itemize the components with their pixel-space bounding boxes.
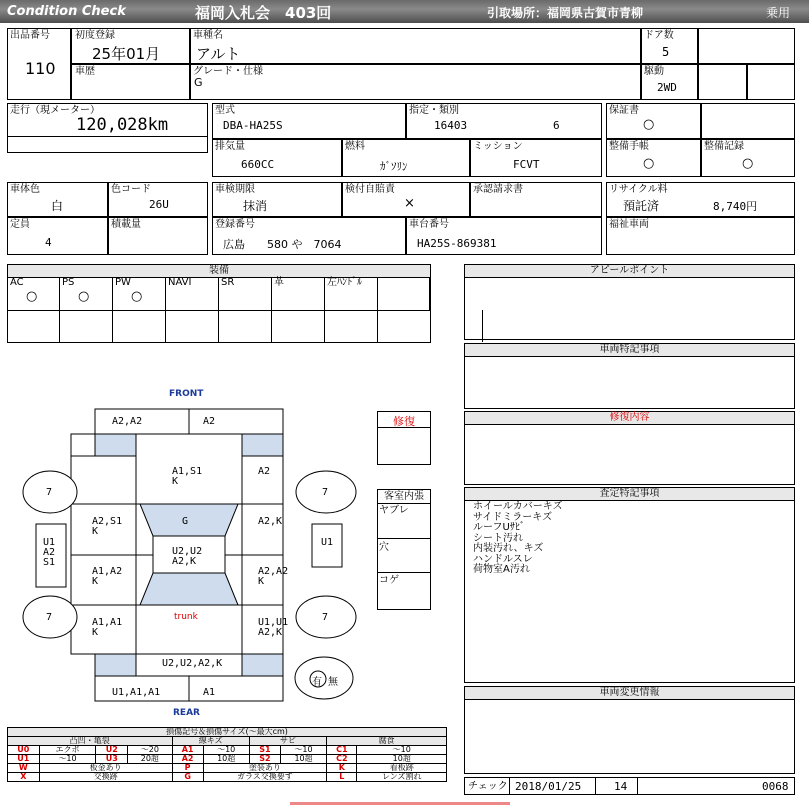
capacity-box xyxy=(7,217,108,255)
dmg-front-bumper-right: A2 xyxy=(203,416,216,427)
equipment-blank-cell xyxy=(378,277,430,310)
legend-cell: 10超 xyxy=(357,755,447,764)
equipment-label: PS xyxy=(62,277,75,288)
legend-cell: 〜20 xyxy=(128,746,173,755)
legend-cell: S1 xyxy=(249,746,280,755)
legend-cell: U2 xyxy=(96,746,128,755)
repair-content-title: 修復内容 xyxy=(465,412,794,425)
interior-div-1 xyxy=(378,538,430,539)
tire-rear-left: 7 xyxy=(46,612,53,623)
history-label: 車歴 xyxy=(75,66,95,77)
dmg-rear-lower: U2,U2,A2,K xyxy=(162,658,223,669)
mission-value: FCVT xyxy=(513,158,540,171)
repair-box xyxy=(377,411,431,465)
assessment-line: ホイールカバーキズ xyxy=(473,501,563,512)
assessment-panel xyxy=(464,487,795,683)
check-bar xyxy=(464,777,795,795)
plate-value: 広島 580 や 7064 xyxy=(223,238,342,251)
legend-group-dent: 凸凹・亀裂 xyxy=(8,737,173,746)
legend-cell: ガラス交換要す xyxy=(203,773,327,782)
dmg-roof: G xyxy=(182,516,189,527)
legend-cell: 塗装あり xyxy=(203,764,327,773)
lot-label: 出品番号 xyxy=(10,30,50,41)
dmg-front-door-left: A2,S1 K xyxy=(92,516,123,537)
check-date: 2018/01/25 xyxy=(515,780,582,793)
equipment-label: AC xyxy=(10,277,24,288)
fuel-label: 燃料 xyxy=(345,141,365,152)
interior-row-hole: 穴 xyxy=(379,542,389,553)
legend-cell: 〜10 xyxy=(203,746,249,755)
doors-label: ドア数 xyxy=(644,30,674,41)
spare-yes: 有 xyxy=(312,677,322,688)
legend-cell: C1 xyxy=(327,746,357,755)
legend-cell: G xyxy=(172,773,203,782)
legend-cell: 10超 xyxy=(203,755,249,764)
equipment-value: ○ xyxy=(131,289,143,304)
assessment-line: サイドミラーキズ xyxy=(473,511,553,523)
chassis-box xyxy=(406,217,602,255)
dmg-rear-door-left: A1,A2 K xyxy=(92,566,123,587)
capacity-label: 定員 xyxy=(10,219,30,230)
check-sep-1 xyxy=(509,778,510,794)
equipment-lower-divider xyxy=(112,310,113,342)
equipment-value: ○ xyxy=(78,289,90,304)
lot-box xyxy=(7,28,71,100)
appeal-panel xyxy=(464,264,795,340)
inspection-label: 車検期限 xyxy=(215,184,255,195)
legend-cell: S2 xyxy=(249,755,280,764)
equipment-lower-divider xyxy=(271,310,272,342)
equipment-lower-divider xyxy=(377,310,378,342)
legend-cell: エクボ xyxy=(39,746,96,755)
interior-box xyxy=(377,489,431,610)
assessment-title: 査定特記事項 xyxy=(465,488,794,501)
dmg-center: U2,U2 A2,K xyxy=(172,546,203,567)
color-code-value: 26U xyxy=(149,198,169,211)
color-label: 車体色 xyxy=(10,184,40,195)
color-box xyxy=(7,182,108,217)
legend-cell: A1 xyxy=(172,746,203,755)
category: 乗用 xyxy=(766,6,791,20)
insurance-value: × xyxy=(404,196,415,211)
equipment-label: NAVI xyxy=(168,277,192,288)
legend-cell: X xyxy=(8,773,40,782)
equipment-title: 装備 xyxy=(8,265,430,278)
assessment-line: 荷物室A汚れ xyxy=(473,564,530,575)
legend-cell: 看板跡 xyxy=(357,764,447,773)
grade-box xyxy=(190,64,641,100)
plate-label: 登録番号 xyxy=(215,219,255,230)
blank-box-4 xyxy=(701,103,795,139)
interior-div-2 xyxy=(378,572,430,573)
equipment-label: PW xyxy=(115,277,131,288)
equipment-navi-cell xyxy=(166,277,219,310)
legend-cell: 〜10 xyxy=(357,746,447,755)
legend-cell: W xyxy=(8,764,40,773)
maint-record-value: ○ xyxy=(742,156,754,171)
pickup-location: 引取場所：福岡県古賀市青柳 xyxy=(487,6,644,20)
dmg-rear-bumper-left: U1,A1,A1 xyxy=(112,687,161,698)
blank-box-1 xyxy=(698,28,795,64)
dmg-rear-bumper-right: A1 xyxy=(203,687,216,698)
check-label: チェック xyxy=(468,781,508,792)
history-box xyxy=(71,64,190,100)
legend-cell: 〜10 xyxy=(280,746,326,755)
equipment-sr-cell xyxy=(219,277,272,310)
equipment-ac-cell xyxy=(8,277,60,310)
equipment-lower-divider xyxy=(59,310,60,342)
dmg-side-left: U1 A2 S1 xyxy=(43,537,56,568)
drive-value: 2WD xyxy=(657,81,677,94)
front-label: FRONT xyxy=(169,389,204,399)
chassis-value: HA25S-869381 xyxy=(417,237,497,250)
welfare-label: 福祉車両 xyxy=(609,219,649,230)
equipment-lower-divider xyxy=(218,310,219,342)
equipment-ps-cell xyxy=(60,277,113,310)
legend-cell: 板金あり xyxy=(39,764,172,773)
equipment-divider xyxy=(8,310,430,311)
welfare-box xyxy=(606,217,795,255)
header-title: Condition Check xyxy=(7,4,126,19)
repair-label: 修復 xyxy=(378,413,430,428)
displacement-label: 排気量 xyxy=(215,141,245,152)
blank-box-2 xyxy=(698,64,747,100)
damage-legend xyxy=(7,727,447,782)
dmg-rear-fender-right: U1,U1 A2,K xyxy=(258,617,289,638)
insurance-box xyxy=(342,182,470,217)
inspection-value: 抹消 xyxy=(243,199,268,213)
equipment-row xyxy=(8,277,430,310)
check-sep-2 xyxy=(595,778,596,794)
warranty-label: 保証書 xyxy=(609,105,639,116)
recycle-box xyxy=(606,182,795,217)
assessment-line: ルーフUｻﾋﾞ xyxy=(473,522,525,533)
capacity-value: 4 xyxy=(45,236,52,249)
appeal-title: アピールポイント xyxy=(465,265,794,278)
equipment--cell xyxy=(272,277,325,310)
mileage-value: 120,028km xyxy=(76,115,169,135)
interior-row-burn: コゲ xyxy=(379,575,399,586)
car-name-label: 車種名 xyxy=(193,30,223,41)
car-name: アルト xyxy=(196,45,241,63)
legend-cell: U3 xyxy=(96,755,128,764)
header-bar xyxy=(0,0,809,23)
fuel-box xyxy=(342,139,470,177)
legend-cell: C2 xyxy=(327,755,357,764)
mission-label: ミッション xyxy=(473,141,523,152)
check-sep-3 xyxy=(637,778,638,794)
drive-box xyxy=(641,64,698,100)
legend-cell: 20超 xyxy=(128,755,173,764)
dmg-hood: A1,S1 K xyxy=(172,466,203,487)
equipment-lower-divider xyxy=(165,310,166,342)
check-num2: 0068 xyxy=(762,780,789,793)
designation-box xyxy=(406,103,602,139)
maint-book-box xyxy=(606,139,701,177)
check-num1: 14 xyxy=(614,780,628,793)
mileage-divider xyxy=(8,136,207,137)
approval-label: 承認請求書 xyxy=(473,184,523,195)
model-box xyxy=(212,103,406,139)
legend-cell: 〜10 xyxy=(39,755,96,764)
legend-cell: A2 xyxy=(172,755,203,764)
recycle-label: リサイクル料 xyxy=(609,184,668,195)
model-value: DBA-HA25S xyxy=(223,119,283,132)
repair-content-panel xyxy=(464,411,795,485)
designation-label: 指定・類別 xyxy=(409,105,459,116)
equipment-label: 左ﾊﾝﾄﾞﾙ xyxy=(327,277,362,288)
trunk-label: trunk xyxy=(174,612,198,622)
tire-front-left: 7 xyxy=(46,487,53,498)
changes-title: 車両変更情報 xyxy=(465,687,794,700)
special-title: 車両特記事項 xyxy=(465,344,794,357)
lot-number: 110 xyxy=(25,59,56,78)
equipment-lower-divider xyxy=(324,310,325,342)
color-value: 白 xyxy=(51,199,64,213)
approval-box xyxy=(470,182,602,217)
equipment-label: 革 xyxy=(274,277,284,288)
assessment-lines xyxy=(473,502,563,576)
interior-row-tear: ヤブレ xyxy=(379,505,409,516)
interior-title: 客室内張 xyxy=(378,490,430,504)
registration-label: 初度登録 xyxy=(75,30,115,41)
mileage-box xyxy=(7,103,208,153)
equipment-lower-divider xyxy=(430,310,431,342)
legend-cell: P xyxy=(172,764,203,773)
registration-date: 25年01月 xyxy=(92,45,161,63)
legend-cell: 交換跡 xyxy=(39,773,172,782)
mission-box xyxy=(470,139,602,177)
equipment--cell xyxy=(325,277,378,310)
assessment-line: シート汚れ xyxy=(473,532,523,544)
legend-group-rust: サビ xyxy=(249,737,326,746)
load-label: 積載量 xyxy=(111,219,141,230)
special-notes-panel xyxy=(464,343,795,409)
designation-value-2: 6 xyxy=(553,119,560,132)
dmg-rear-fender-left: A1,A1 K xyxy=(92,617,123,638)
legend-cell: U1 xyxy=(8,755,40,764)
legend-cell: レンズ割れ xyxy=(357,773,447,782)
fuel-value: ｶﾞｿﾘﾝ xyxy=(380,160,408,173)
maint-book-label: 整備手帳 xyxy=(609,141,649,152)
load-box xyxy=(108,217,208,255)
plate-box xyxy=(212,217,406,255)
chassis-label: 車台番号 xyxy=(409,219,449,230)
dmg-front-door-right: A2,K xyxy=(258,516,283,527)
dmg-rear-door-right: A2,A2 K xyxy=(258,566,289,587)
color-code-label: 色コード xyxy=(111,184,151,195)
legend-cell: 10超 xyxy=(280,755,326,764)
legend-group-corrosion: 腐食 xyxy=(327,737,447,746)
legend-cell: U0 xyxy=(8,746,40,755)
color-code-box xyxy=(108,182,208,217)
assessment-line: 内装汚れ、キズ xyxy=(473,543,544,554)
inspection-box xyxy=(212,182,342,217)
auction-name: 福岡入札会 403回 xyxy=(195,4,332,22)
blank-box-3 xyxy=(747,64,795,100)
assessment-line: ハンドルスレ xyxy=(473,553,533,565)
maint-book-value: ○ xyxy=(643,156,655,171)
equipment-panel xyxy=(7,264,431,343)
legend-group-scratch: 線キズ xyxy=(172,737,249,746)
doors-box xyxy=(641,28,698,64)
legend-cell: K xyxy=(327,764,357,773)
legend-title: 損傷記号＆損傷サイズ(〜最大cm) xyxy=(8,728,447,737)
maint-record-box xyxy=(701,139,795,177)
maint-record-label: 整備記録 xyxy=(704,141,744,152)
warranty-value: ○ xyxy=(643,117,655,132)
model-label: 型式 xyxy=(215,105,235,116)
drive-label: 駆動 xyxy=(644,66,664,77)
recycle-amount: 8,740円 xyxy=(713,200,758,213)
dmg-front-bumper-left: A2,A2 xyxy=(112,416,143,427)
equipment-label: SR xyxy=(221,277,235,288)
recycle-status: 預託済 xyxy=(623,199,660,213)
equipment-value: ○ xyxy=(26,289,38,304)
spare-no: 無 xyxy=(328,677,338,688)
grade-value: G xyxy=(194,76,203,89)
mileage-label: 走行（現メーター） xyxy=(10,105,100,116)
registration-box xyxy=(71,28,190,64)
displacement-box xyxy=(212,139,342,177)
equipment-pw-cell xyxy=(113,277,166,310)
warranty-box xyxy=(606,103,701,139)
insurance-label: 検付自賠責 xyxy=(345,184,395,195)
dmg-side-right: U1 xyxy=(321,537,334,548)
doors-value: 5 xyxy=(662,45,670,59)
tire-front-right: 7 xyxy=(322,487,329,498)
designation-value-1: 16403 xyxy=(434,119,468,132)
dmg-front-fender-right: A2 xyxy=(258,466,271,477)
displacement-value: 660CC xyxy=(241,158,275,171)
changes-panel xyxy=(464,686,795,774)
car-name-box xyxy=(190,28,641,64)
rear-label: REAR xyxy=(173,708,200,718)
legend-cell: L xyxy=(327,773,357,782)
tire-rear-right: 7 xyxy=(322,612,329,623)
grade-label: グレード・仕様 xyxy=(193,66,263,77)
